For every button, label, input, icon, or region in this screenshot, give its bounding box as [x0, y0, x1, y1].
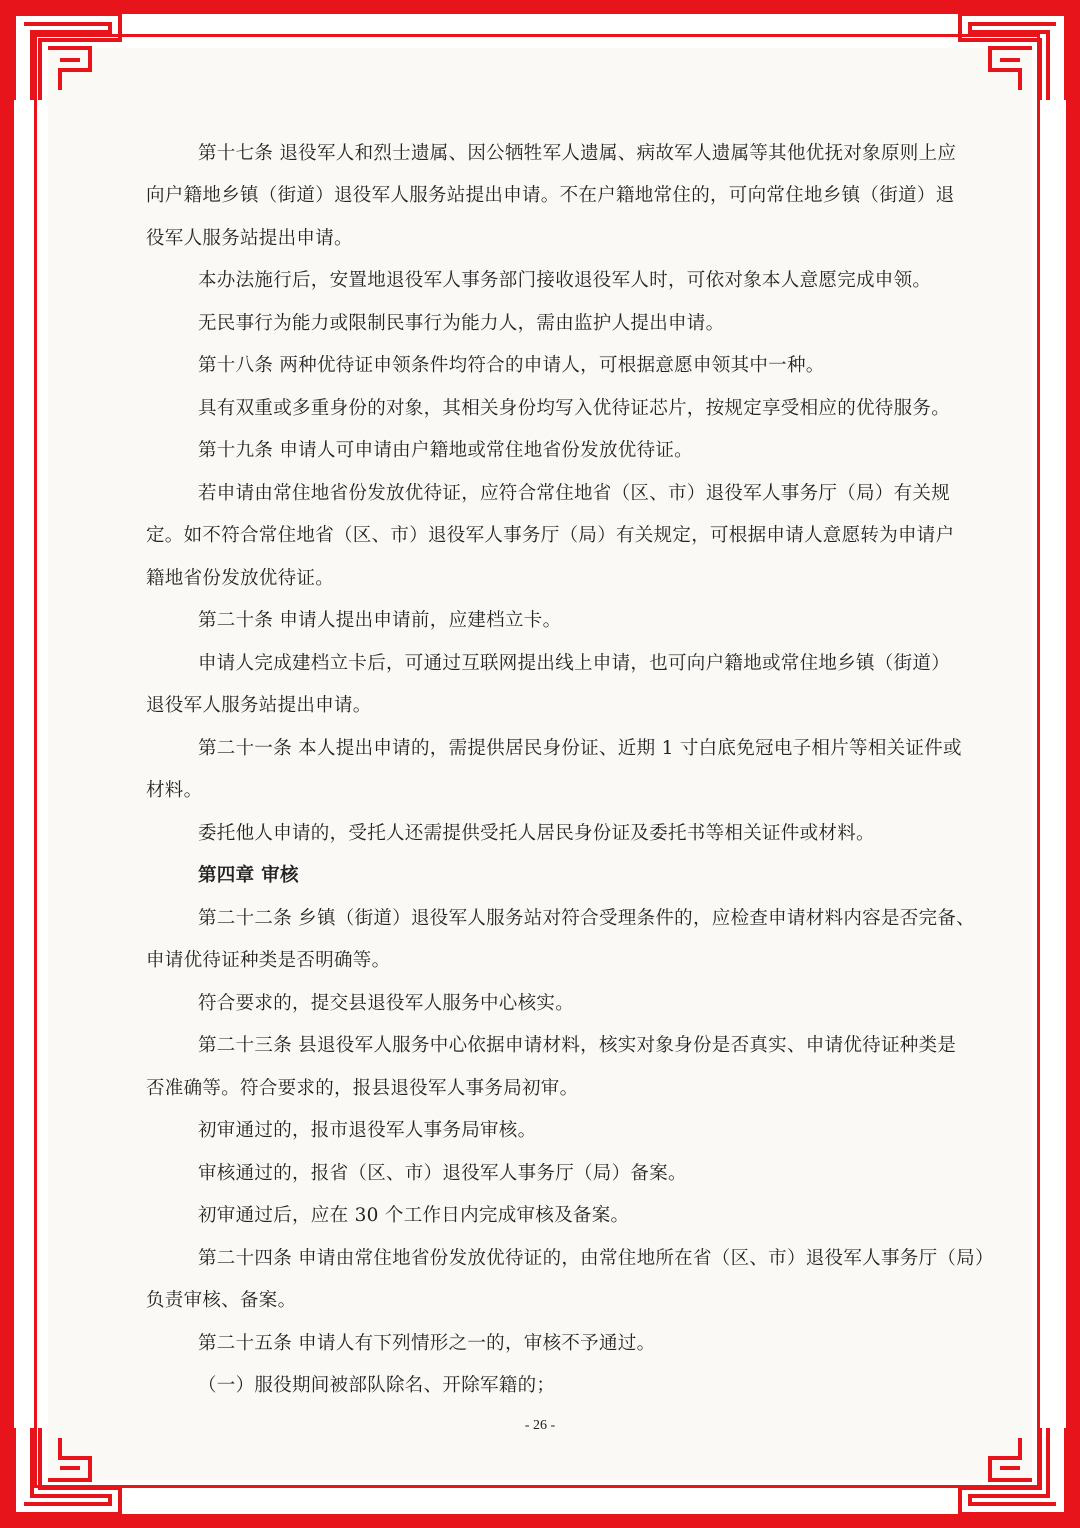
paragraph-line: 第十八条 两种优待证申领条件均符合的申请人，可根据意愿申领其中一种。 [198, 355, 825, 376]
paragraph-line: 向户籍地乡镇（街道）退役军人服务站提出申请。不在户籍地常住的，可向常住地乡镇（街道）退 [146, 185, 955, 206]
corner-ornament-top-right [950, 0, 1080, 110]
paragraph-line: 符合要求的，提交县退役军人服务中心核实。 [198, 993, 575, 1014]
paragraph-line: 退役军人服务站提出申请。 [146, 695, 372, 716]
paragraph-line: 无民事行为能力或限制民事行为能力人，需由监护人提出申请。 [198, 313, 725, 334]
paragraph-line: 委托他人申请的，受托人还需提供受托人居民身份证及委托书等相关证件或材料。 [198, 823, 875, 844]
paragraph-line: 本办法施行后，安置地退役军人事务部门接收退役军人时，可依对象本人意愿完成申领。 [198, 270, 932, 291]
chapter-heading: 第四章 审核 [198, 865, 299, 886]
paragraph-line: 第二十三条 县退役军人服务中心依据申请材料，核实对象身份是否真实、申请优待证种类是 [198, 1035, 957, 1056]
paragraph-line: 第十九条 申请人可申请由户籍地或常住地省份发放优待证。 [198, 440, 693, 461]
paragraph-line: 第二十五条 申请人有下列情形之一的，审核不予通过。 [198, 1333, 656, 1354]
paragraph-line: 定。如不符合常住地省（区、市）退役军人事务厅（局）有关规定，可根据申请人意愿转为申请户 [146, 525, 955, 546]
paragraph-line: 申请优待证种类是否明确等。 [146, 950, 391, 971]
paragraph-line: 审核通过的，报省（区、市）退役军人事务厅（局）备案。 [198, 1163, 687, 1184]
paragraph-line: 申请人完成建档立卡后，可通过互联网提出线上申请，也可向户籍地或常住地乡镇（街道） [198, 653, 951, 674]
paragraph-line: 第二十一条 本人提出申请的，需提供居民身份证、近期 1 寸白底免冠电子相片等相关证件或 [198, 738, 962, 759]
paragraph-line: 役军人服务站提出申请。 [146, 228, 353, 249]
paragraph-line: 否准确等。符合要求的，报县退役军人事务局初审。 [146, 1078, 579, 1099]
paragraph-line: 籍地省份发放优待证。 [146, 568, 335, 589]
paragraph-line: 初审通过的，报市退役军人事务局审核。 [198, 1120, 537, 1141]
page-number: - 26 - [524, 1418, 556, 1433]
paragraph-line: 若申请由常住地省份发放优待证，应符合常住地省（区、市）退役军人事务厅（局）有关规 [198, 483, 951, 504]
paragraph-line: 第十七条 退役军人和烈士遗属、因公牺牲军人遗属、病故军人遗属等其他优抚对象原则上应 [198, 143, 957, 164]
paragraph-line: 负责审核、备案。 [146, 1290, 297, 1311]
paragraph-line: 初审通过后，应在 30 个工作日内完成审核及备案。 [198, 1205, 630, 1226]
paragraph-line: 第二十条 申请人提出申请前，应建档立卡。 [198, 610, 562, 631]
corner-ornament-bottom-left [0, 1418, 130, 1528]
list-item: （一）服役期间被部队除名、开除军籍的； [198, 1375, 556, 1396]
corner-ornament-bottom-right [950, 1418, 1080, 1528]
paragraph-line: 材料。 [146, 780, 203, 801]
corner-ornament-top-left [0, 0, 130, 110]
paragraph-line: 第二十四条 申请由常住地省份发放优待证的，由常住地所在省（区、市）退役军人事务厅（局） [198, 1248, 994, 1269]
paragraph-line: 第二十二条 乡镇（街道）退役军人服务站对符合受理条件的，应检查申请材料内容是否完备、 [198, 908, 975, 929]
paragraph-line: 具有双重或多重身份的对象，其相关身份均写入优待证芯片，按规定享受相应的优待服务。 [198, 398, 951, 419]
